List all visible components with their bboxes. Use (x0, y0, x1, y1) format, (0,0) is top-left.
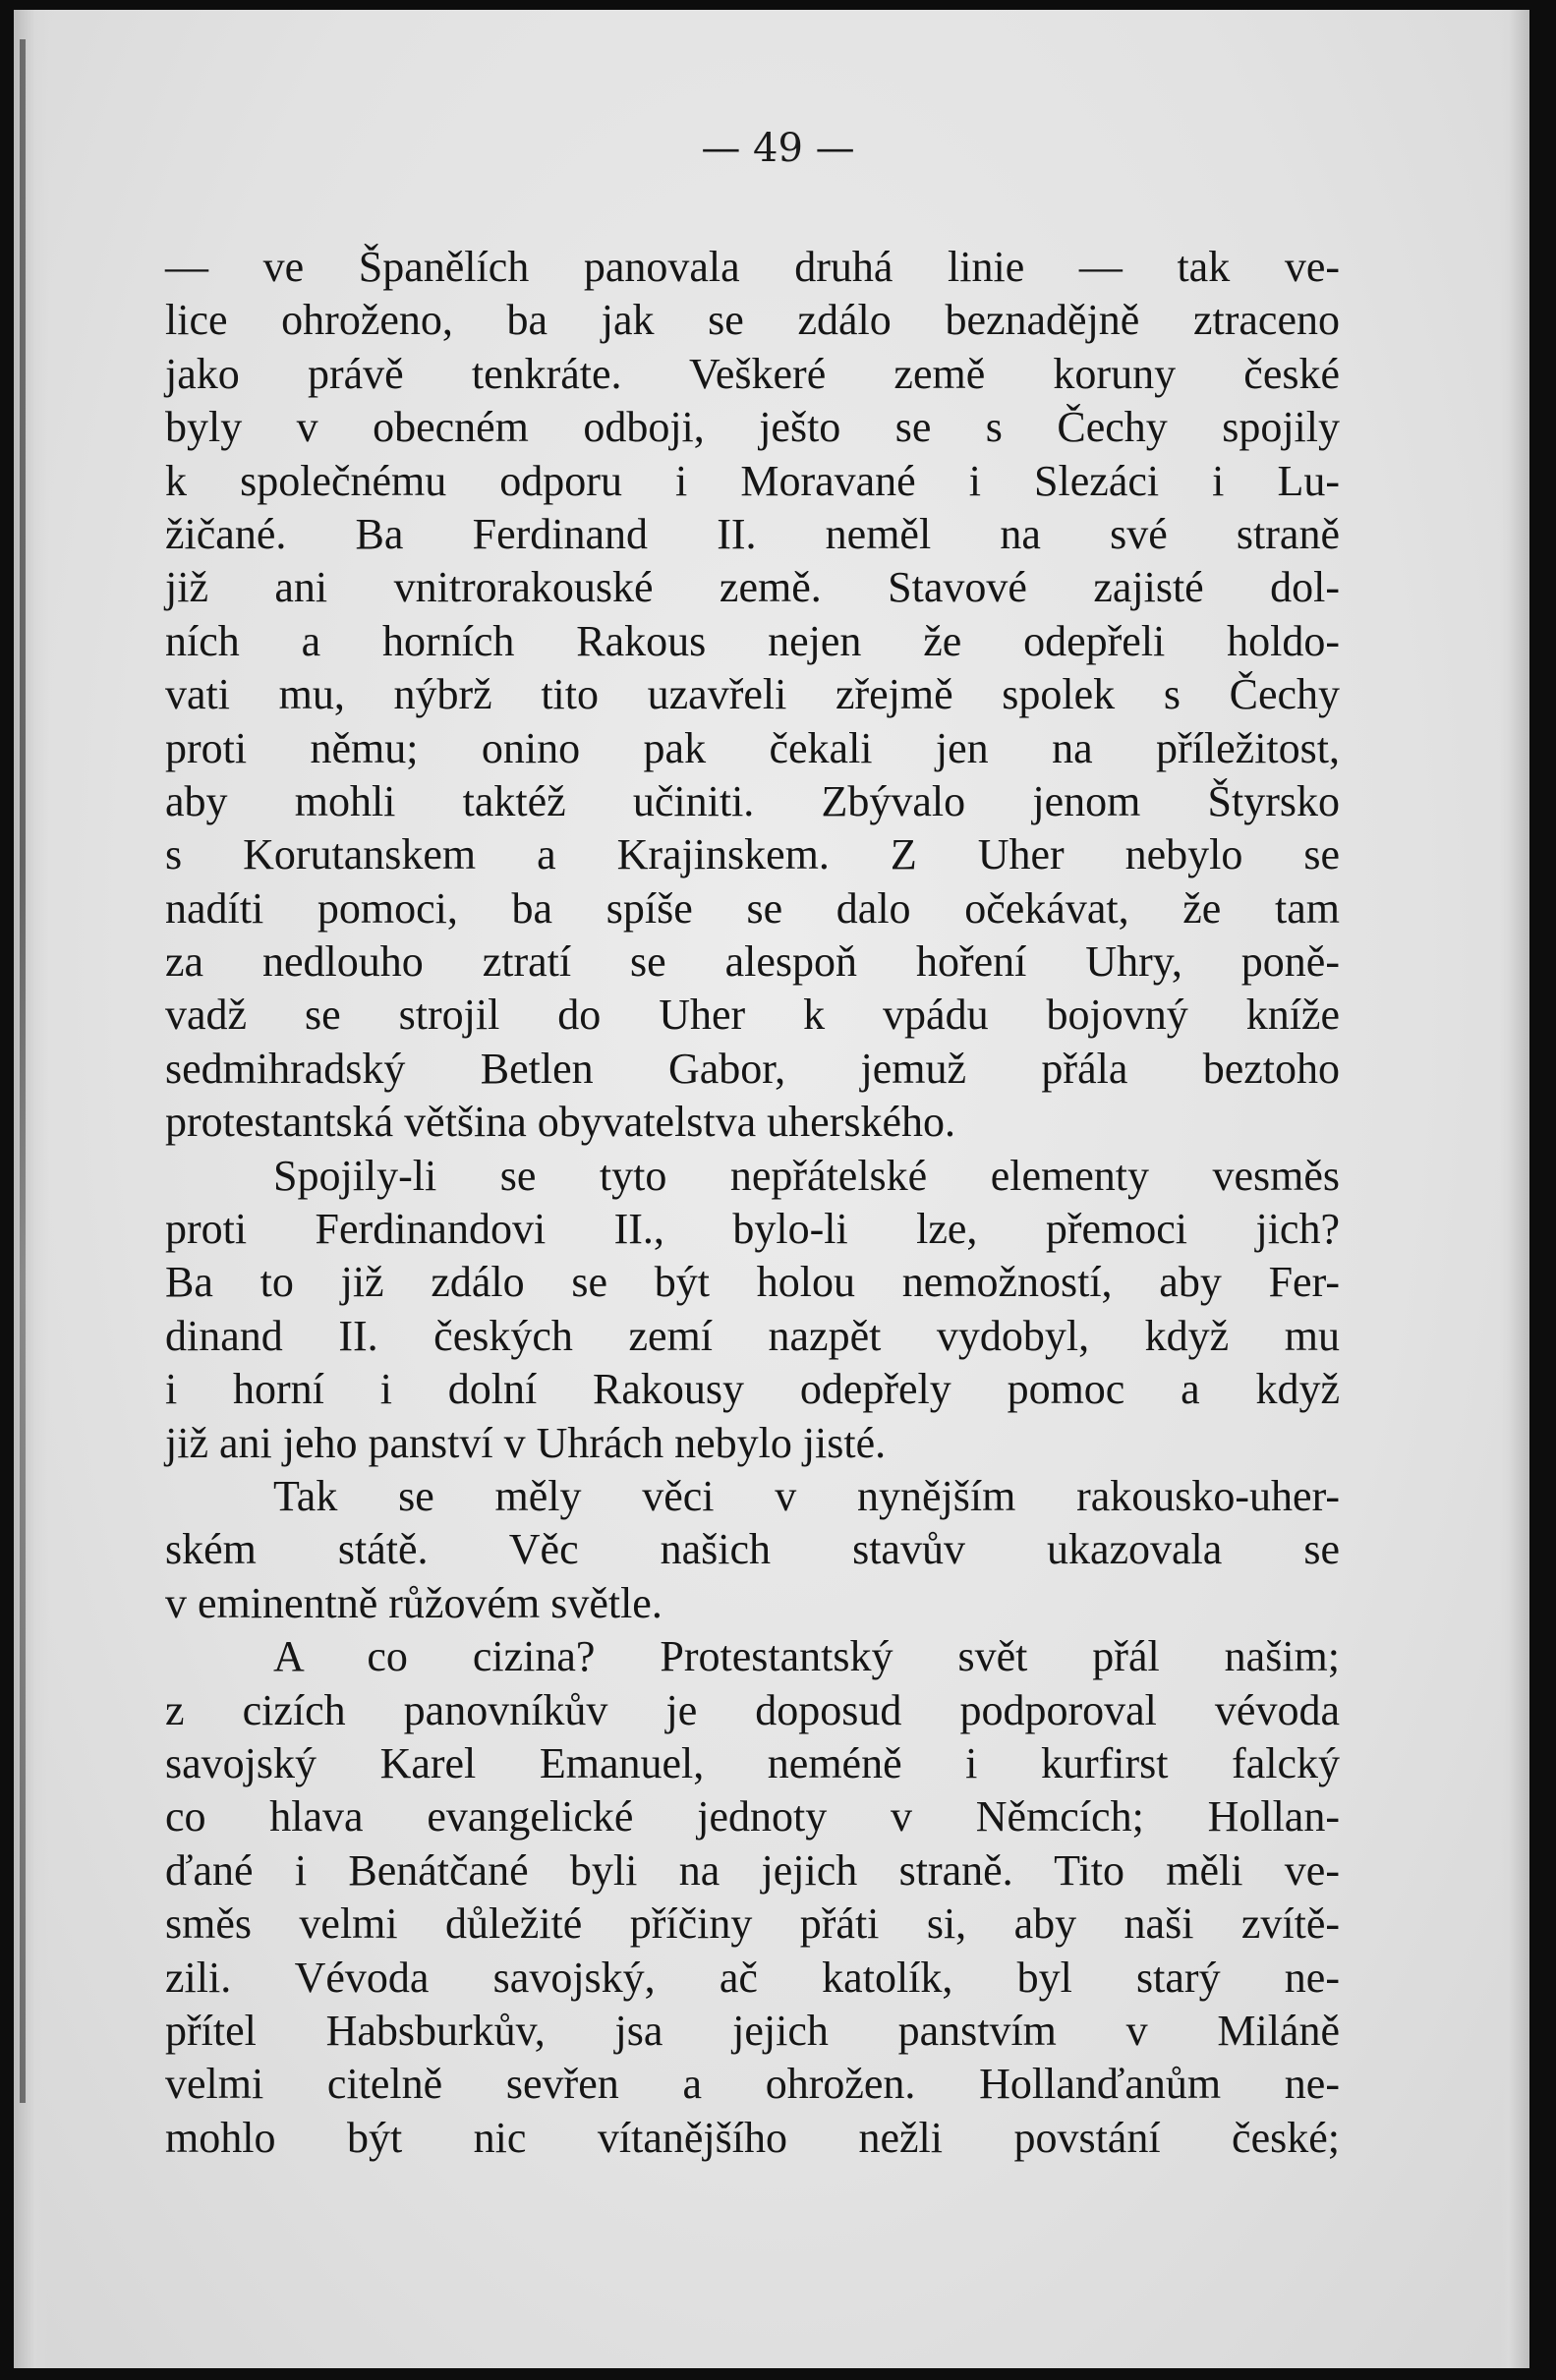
text-line: již ani jeho panství v Uhrách nebylo jisté. (165, 1418, 887, 1467)
text-line: směs velmi důležité příčiny přáti si, aby naši zvítě- (165, 1899, 1340, 1949)
text-line: proti Ferdinandovi II., bylo-li lze, přemoci jich? (165, 1205, 1340, 1254)
text-line: žičané. Ba Ferdinand II. neměl na své straně (165, 509, 1340, 558)
text-line: zili. Vévoda savojský, ač katolík, byl starý ne- (165, 1953, 1340, 2002)
binding-shadow (20, 39, 26, 2103)
text-line: ních a horních Rakous nejen že odepřeli holdo- (165, 616, 1340, 665)
body-text (165, 241, 1340, 2165)
text-line: v eminentně růžovém světle. (165, 1578, 663, 1627)
page-number: — 49 — (701, 126, 855, 171)
text-line: aby mohli taktéž učiniti. Zbývalo jenom Štyrsko (165, 776, 1340, 825)
text-line: co hlava evangelické jednoty v Němcích; Hollan- (165, 1792, 1340, 1842)
text-line: z cizích panovníkův je doposud podporoval vévoda (165, 1685, 1340, 1734)
text-line: již ani vnitrorakouské země. Stavové zajisté dol- (165, 563, 1340, 612)
text-line: Tak se měly věci v nynějším rakousko-uher- (273, 1471, 1340, 1520)
text-line: savojský Karel Emanuel, neméně i kurfirst falcký (165, 1738, 1340, 1787)
text-line: vati mu, nýbrž tito uzavřeli zřejmě spolek s Čechy (165, 670, 1340, 719)
text-line: velmi citelně sevřen a ohrožen. Hollanďanům ne- (165, 2060, 1340, 2109)
text-line: sedmihradský Betlen Gabor, jemuž přála beztoho (165, 1044, 1340, 1093)
text-line: i horní i dolní Rakousy odepřely pomoc a když (165, 1365, 1340, 1414)
text-line: mohlo být nic vítanějšího nežli povstání české; (165, 2113, 1340, 2162)
text-line: k společnému odporu i Moravané i Slezáci i Lu- (165, 456, 1340, 505)
text-line: proti němu; onino pak čekali jen na příležitost, (165, 723, 1340, 772)
text-line: lice ohroženo, ba jak se zdálo beznadějně ztraceno (165, 296, 1340, 345)
page-right-edge (1500, 10, 1529, 2368)
text-line: byly v obecném odboji, ješto se s Čechy spojily (165, 403, 1340, 452)
text-line: ďané i Benátčané byli na jejich straně. Tito měli ve- (165, 1845, 1340, 1895)
text-line: jako právě tenkráte. Veškeré země koruny české (165, 349, 1340, 398)
text-line: přítel Habsburkův, jsa jejich panstvím v Miláně (165, 2006, 1340, 2055)
text-line: vadž se strojil do Uher k vpádu bojovný kníže (165, 991, 1340, 1040)
text-line: za nedlouho ztratí se alespoň hoření Uhry, poně- (165, 937, 1340, 987)
text-line: dinand II. českých zemí nazpět vydobyl, když mu (165, 1311, 1340, 1360)
text-line: protestantská většina obyvatelstva uherského. (165, 1098, 956, 1147)
text-line: Ba to již zdálo se být holou nemožností, aby Fer- (165, 1258, 1340, 1307)
text-line: A co cizina? Protestantský svět přál našim; (273, 1632, 1340, 1681)
text-line: ském státě. Věc našich stavův ukazovala se (165, 1525, 1340, 1574)
text-line: — ve Španělích panovala druhá linie — tak ve- (165, 243, 1340, 291)
text-line: s Korutanskem a Krajinskem. Z Uher nebylo se (165, 830, 1340, 879)
text-line: Spojily-li se tyto nepřátelské elementy vesměs (273, 1151, 1340, 1200)
text-line: nadíti pomoci, ba spíše se dalo očekávat, že tam (165, 883, 1340, 933)
